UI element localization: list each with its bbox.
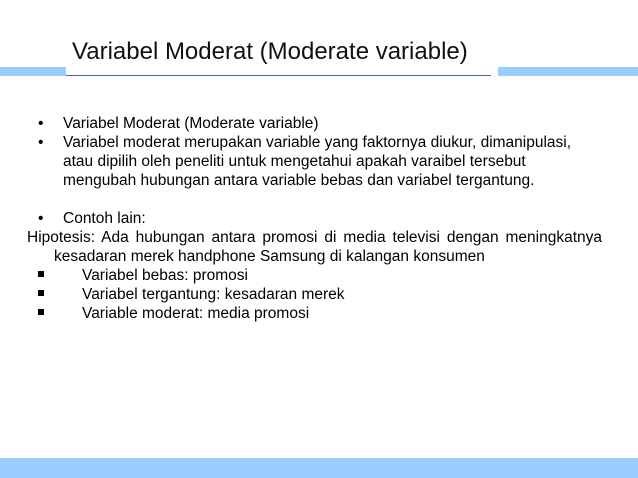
sub-item [36,304,602,323]
hypothesis-paragraph: Hipotesis: Ada hubungan antara promosi di media televisi dengan meningkatnya kesadaran merek handphone Samsung di kalangan konsumen [27,229,602,265]
title-bar-left [0,67,66,76]
bullet-text: Variabel moderat merupakan variable yang faktornya diukur, dimanipulasi, atau dipilih oleh peneliti untuk mengetahui apakah varaibel tersebut mengubah hubungan antara variable bebas dan variabel tergantung. [63,134,572,189]
sub-item [36,266,602,285]
bullet-item [36,209,602,228]
blank-spacer [36,190,602,209]
bullet-item [36,133,602,190]
footer-bar [0,458,638,478]
sub-item-text: Variabel tergantung: kesadaran merek [82,286,345,303]
bullet-dot-icon: • [38,210,44,227]
slide-title: Variabel Moderat (Moderate variable) [72,38,468,65]
square-bullet-icon [38,271,44,277]
title-underline [66,75,491,76]
sub-item-text: Variabel bebas: promosi [82,267,248,284]
bullet-text: Variabel Moderat (Moderate variable) [63,115,319,132]
bullet-dot-icon: • [38,134,44,151]
sub-item [36,285,602,304]
bullet-text: Contoh lain: [63,210,146,227]
title-bar-right [498,67,638,76]
bullet-item [36,114,602,133]
sub-item-text: Variable moderat: media promosi [82,305,310,322]
square-bullet-icon [38,290,44,296]
bullet-dot-icon: • [38,115,44,132]
square-bullet-icon [38,309,44,315]
slide-content [27,114,602,323]
